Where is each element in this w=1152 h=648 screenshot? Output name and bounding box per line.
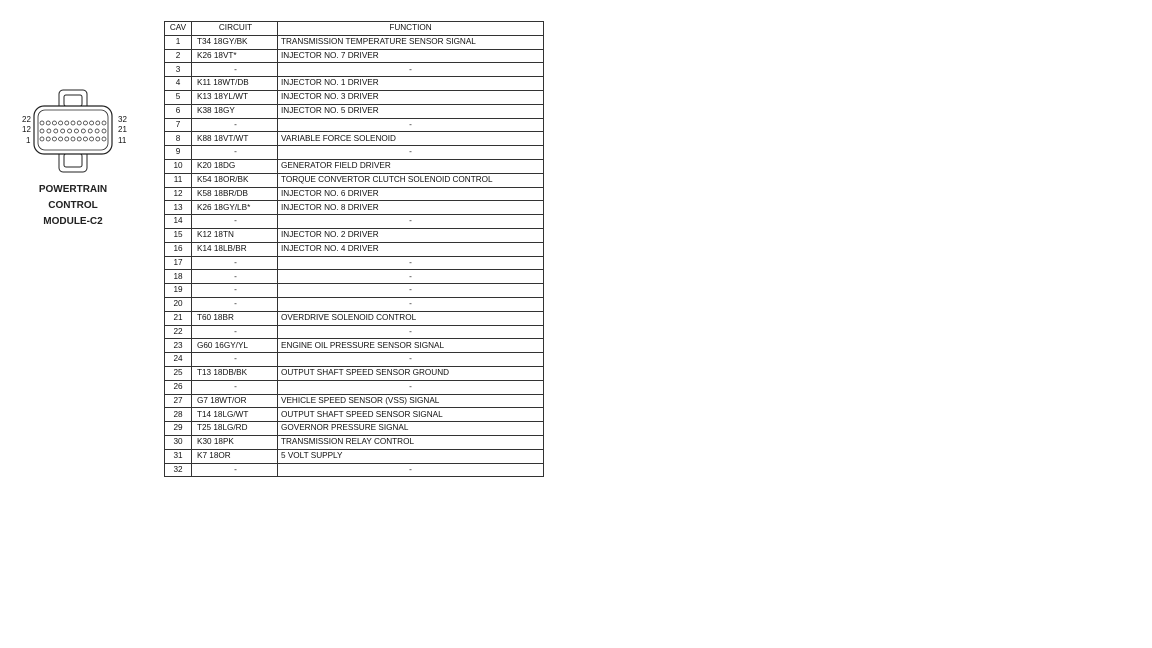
function-cell: INJECTOR NO. 8 DRIVER bbox=[278, 201, 544, 215]
table-row bbox=[165, 325, 544, 339]
connector-pin bbox=[68, 129, 72, 133]
function-cell: 5 VOLT SUPPLY bbox=[278, 449, 544, 463]
table-row bbox=[165, 215, 544, 229]
connector-pin bbox=[65, 137, 69, 141]
cav-cell: 10 bbox=[165, 159, 192, 173]
table-row bbox=[165, 90, 544, 104]
function-cell: INJECTOR NO. 2 DRIVER bbox=[278, 228, 544, 242]
cav-cell: 25 bbox=[165, 366, 192, 380]
connector-pin bbox=[81, 129, 85, 133]
connector-pin bbox=[65, 121, 69, 125]
circuit-cell: - bbox=[192, 297, 278, 311]
table-row bbox=[165, 449, 544, 463]
connector-pin bbox=[102, 121, 106, 125]
table-row bbox=[165, 201, 544, 215]
cav-cell: 26 bbox=[165, 380, 192, 394]
cav-cell: 27 bbox=[165, 394, 192, 408]
connector-pin bbox=[77, 121, 81, 125]
cav-cell: 13 bbox=[165, 201, 192, 215]
connector-pin bbox=[59, 137, 63, 141]
pinout-table bbox=[164, 21, 544, 477]
circuit-cell: G60 16GY/YL bbox=[192, 339, 278, 353]
circuit-cell: - bbox=[192, 256, 278, 270]
table-row bbox=[165, 228, 544, 242]
function-cell: TORQUE CONVERTOR CLUTCH SOLENOID CONTROL bbox=[278, 173, 544, 187]
table-row bbox=[165, 380, 544, 394]
table-row bbox=[165, 408, 544, 422]
connector-pin bbox=[88, 129, 92, 133]
connector-diagram bbox=[14, 86, 132, 236]
table-row bbox=[165, 159, 544, 173]
cav-cell: 17 bbox=[165, 256, 192, 270]
cav-cell: 7 bbox=[165, 118, 192, 132]
circuit-cell: - bbox=[192, 118, 278, 132]
function-cell: INJECTOR NO. 7 DRIVER bbox=[278, 49, 544, 63]
cav-cell: 16 bbox=[165, 242, 192, 256]
connector-pin bbox=[71, 121, 75, 125]
table-row bbox=[165, 463, 544, 477]
function-cell: - bbox=[278, 297, 544, 311]
circuit-cell: K54 18OR/BK bbox=[192, 173, 278, 187]
function-cell: VEHICLE SPEED SENSOR (VSS) SIGNAL bbox=[278, 394, 544, 408]
circuit-cell: - bbox=[192, 380, 278, 394]
cav-cell: 31 bbox=[165, 449, 192, 463]
cav-cell: 24 bbox=[165, 353, 192, 367]
table-row bbox=[165, 35, 544, 49]
connector-pin bbox=[40, 137, 44, 141]
circuit-cell: K14 18LB/BR bbox=[192, 242, 278, 256]
function-cell: - bbox=[278, 463, 544, 477]
circuit-cell: K13 18YL/WT bbox=[192, 90, 278, 104]
function-cell: INJECTOR NO. 6 DRIVER bbox=[278, 187, 544, 201]
connector-pin bbox=[46, 137, 50, 141]
connector-pin bbox=[96, 137, 100, 141]
cav-cell: 8 bbox=[165, 132, 192, 146]
function-cell: OUTPUT SHAFT SPEED SENSOR GROUND bbox=[278, 366, 544, 380]
circuit-cell: K26 18GY/LB* bbox=[192, 201, 278, 215]
pin-number-left-bottom: 1 bbox=[26, 136, 31, 145]
table-row bbox=[165, 146, 544, 160]
cav-cell: 6 bbox=[165, 104, 192, 118]
circuit-cell: - bbox=[192, 325, 278, 339]
circuit-cell: K12 18TN bbox=[192, 228, 278, 242]
cav-cell: 9 bbox=[165, 146, 192, 160]
cav-cell: 18 bbox=[165, 270, 192, 284]
cav-cell: 14 bbox=[165, 215, 192, 229]
table-row bbox=[165, 339, 544, 353]
header-cav: CAV bbox=[165, 22, 192, 36]
connector-pin bbox=[52, 137, 56, 141]
cav-cell: 28 bbox=[165, 408, 192, 422]
connector-pin bbox=[77, 137, 81, 141]
table-row bbox=[165, 187, 544, 201]
circuit-cell: K58 18BR/DB bbox=[192, 187, 278, 201]
cav-cell: 22 bbox=[165, 325, 192, 339]
pin-number-right-middle: 21 bbox=[118, 125, 127, 134]
connector-pin bbox=[102, 137, 106, 141]
cav-cell: 15 bbox=[165, 228, 192, 242]
table-row bbox=[165, 242, 544, 256]
circuit-cell: - bbox=[192, 63, 278, 77]
circuit-cell: K88 18VT/WT bbox=[192, 132, 278, 146]
function-cell: OUTPUT SHAFT SPEED SENSOR SIGNAL bbox=[278, 408, 544, 422]
circuit-cell: - bbox=[192, 353, 278, 367]
table-row bbox=[165, 63, 544, 77]
pin-number-right-bottom: 11 bbox=[118, 136, 127, 145]
connector-pin bbox=[90, 121, 94, 125]
table-row bbox=[165, 422, 544, 436]
function-cell: - bbox=[278, 284, 544, 298]
connector-pin bbox=[59, 121, 63, 125]
circuit-cell: - bbox=[192, 215, 278, 229]
table-row bbox=[165, 297, 544, 311]
function-cell: ENGINE OIL PRESSURE SENSOR SIGNAL bbox=[278, 339, 544, 353]
connector-pin bbox=[40, 121, 44, 125]
cav-cell: 32 bbox=[165, 463, 192, 477]
connector-pin bbox=[74, 129, 78, 133]
connector-pin bbox=[102, 129, 106, 133]
circuit-cell: - bbox=[192, 463, 278, 477]
function-cell: - bbox=[278, 118, 544, 132]
header-function: FUNCTION bbox=[278, 22, 544, 36]
table-row bbox=[165, 77, 544, 91]
connector-title-line: POWERTRAIN bbox=[38, 184, 108, 195]
circuit-cell: T25 18LG/RD bbox=[192, 422, 278, 436]
function-cell: - bbox=[278, 215, 544, 229]
circuit-cell: K38 18GY bbox=[192, 104, 278, 118]
circuit-cell: T34 18GY/BK bbox=[192, 35, 278, 49]
table-row bbox=[165, 394, 544, 408]
connector-pin bbox=[61, 129, 65, 133]
table-row bbox=[165, 118, 544, 132]
table-row bbox=[165, 366, 544, 380]
table-row bbox=[165, 270, 544, 284]
function-cell: INJECTOR NO. 5 DRIVER bbox=[278, 104, 544, 118]
pin-number-right-top: 32 bbox=[118, 115, 127, 124]
cav-cell: 12 bbox=[165, 187, 192, 201]
connector-title-line: CONTROL bbox=[48, 200, 98, 211]
cav-cell: 19 bbox=[165, 284, 192, 298]
cav-cell: 1 bbox=[165, 35, 192, 49]
connector-pin bbox=[71, 137, 75, 141]
cav-cell: 11 bbox=[165, 173, 192, 187]
connector-pin bbox=[40, 129, 44, 133]
function-cell: - bbox=[278, 270, 544, 284]
pin-number-left-top: 22 bbox=[22, 115, 31, 124]
circuit-cell: - bbox=[192, 284, 278, 298]
function-cell: GOVERNOR PRESSURE SIGNAL bbox=[278, 422, 544, 436]
table-row bbox=[165, 256, 544, 270]
cav-cell: 21 bbox=[165, 311, 192, 325]
pin-number-left-middle: 12 bbox=[22, 125, 31, 134]
circuit-cell: K30 18PK bbox=[192, 435, 278, 449]
table-row bbox=[165, 104, 544, 118]
cav-cell: 4 bbox=[165, 77, 192, 91]
circuit-cell: K20 18DG bbox=[192, 159, 278, 173]
circuit-cell: K11 18WT/DB bbox=[192, 77, 278, 91]
circuit-cell: - bbox=[192, 146, 278, 160]
cav-cell: 29 bbox=[165, 422, 192, 436]
cav-cell: 23 bbox=[165, 339, 192, 353]
function-cell: VARIABLE FORCE SOLENOID bbox=[278, 132, 544, 146]
circuit-cell: - bbox=[192, 270, 278, 284]
circuit-cell: T60 18BR bbox=[192, 311, 278, 325]
table-row bbox=[165, 284, 544, 298]
table-header-row bbox=[165, 22, 544, 36]
connector-pin bbox=[46, 121, 50, 125]
connector-pin bbox=[54, 129, 58, 133]
cav-cell: 3 bbox=[165, 63, 192, 77]
header-circuit: CIRCUIT bbox=[192, 22, 278, 36]
function-cell: - bbox=[278, 325, 544, 339]
circuit-cell: T14 18LG/WT bbox=[192, 408, 278, 422]
connector-pin bbox=[83, 137, 87, 141]
cav-cell: 5 bbox=[165, 90, 192, 104]
connector-title bbox=[14, 182, 132, 230]
connector-pin bbox=[96, 121, 100, 125]
cav-cell: 20 bbox=[165, 297, 192, 311]
connector-pin bbox=[47, 129, 51, 133]
function-cell: - bbox=[278, 63, 544, 77]
function-cell: INJECTOR NO. 3 DRIVER bbox=[278, 90, 544, 104]
function-cell: OVERDRIVE SOLENOID CONTROL bbox=[278, 311, 544, 325]
connector-pin bbox=[95, 129, 99, 133]
circuit-cell: K26 18VT* bbox=[192, 49, 278, 63]
function-cell: INJECTOR NO. 1 DRIVER bbox=[278, 77, 544, 91]
function-cell: - bbox=[278, 256, 544, 270]
cav-cell: 2 bbox=[165, 49, 192, 63]
circuit-cell: K7 18OR bbox=[192, 449, 278, 463]
table-row bbox=[165, 311, 544, 325]
circuit-cell: T13 18DB/BK bbox=[192, 366, 278, 380]
function-cell: GENERATOR FIELD DRIVER bbox=[278, 159, 544, 173]
function-cell: TRANSMISSION TEMPERATURE SENSOR SIGNAL bbox=[278, 35, 544, 49]
table-row bbox=[165, 173, 544, 187]
connector-title-line: MODULE-C2 bbox=[43, 216, 103, 227]
table-row bbox=[165, 49, 544, 63]
connector-icon bbox=[14, 86, 132, 182]
table-row bbox=[165, 353, 544, 367]
function-cell: - bbox=[278, 380, 544, 394]
function-cell: - bbox=[278, 353, 544, 367]
connector-pin bbox=[83, 121, 87, 125]
circuit-cell: G7 18WT/OR bbox=[192, 394, 278, 408]
table-row bbox=[165, 132, 544, 146]
function-cell: TRANSMISSION RELAY CONTROL bbox=[278, 435, 544, 449]
function-cell: INJECTOR NO. 4 DRIVER bbox=[278, 242, 544, 256]
cav-cell: 30 bbox=[165, 435, 192, 449]
connector-pin bbox=[90, 137, 94, 141]
table-row bbox=[165, 435, 544, 449]
function-cell: - bbox=[278, 146, 544, 160]
connector-pin bbox=[52, 121, 56, 125]
